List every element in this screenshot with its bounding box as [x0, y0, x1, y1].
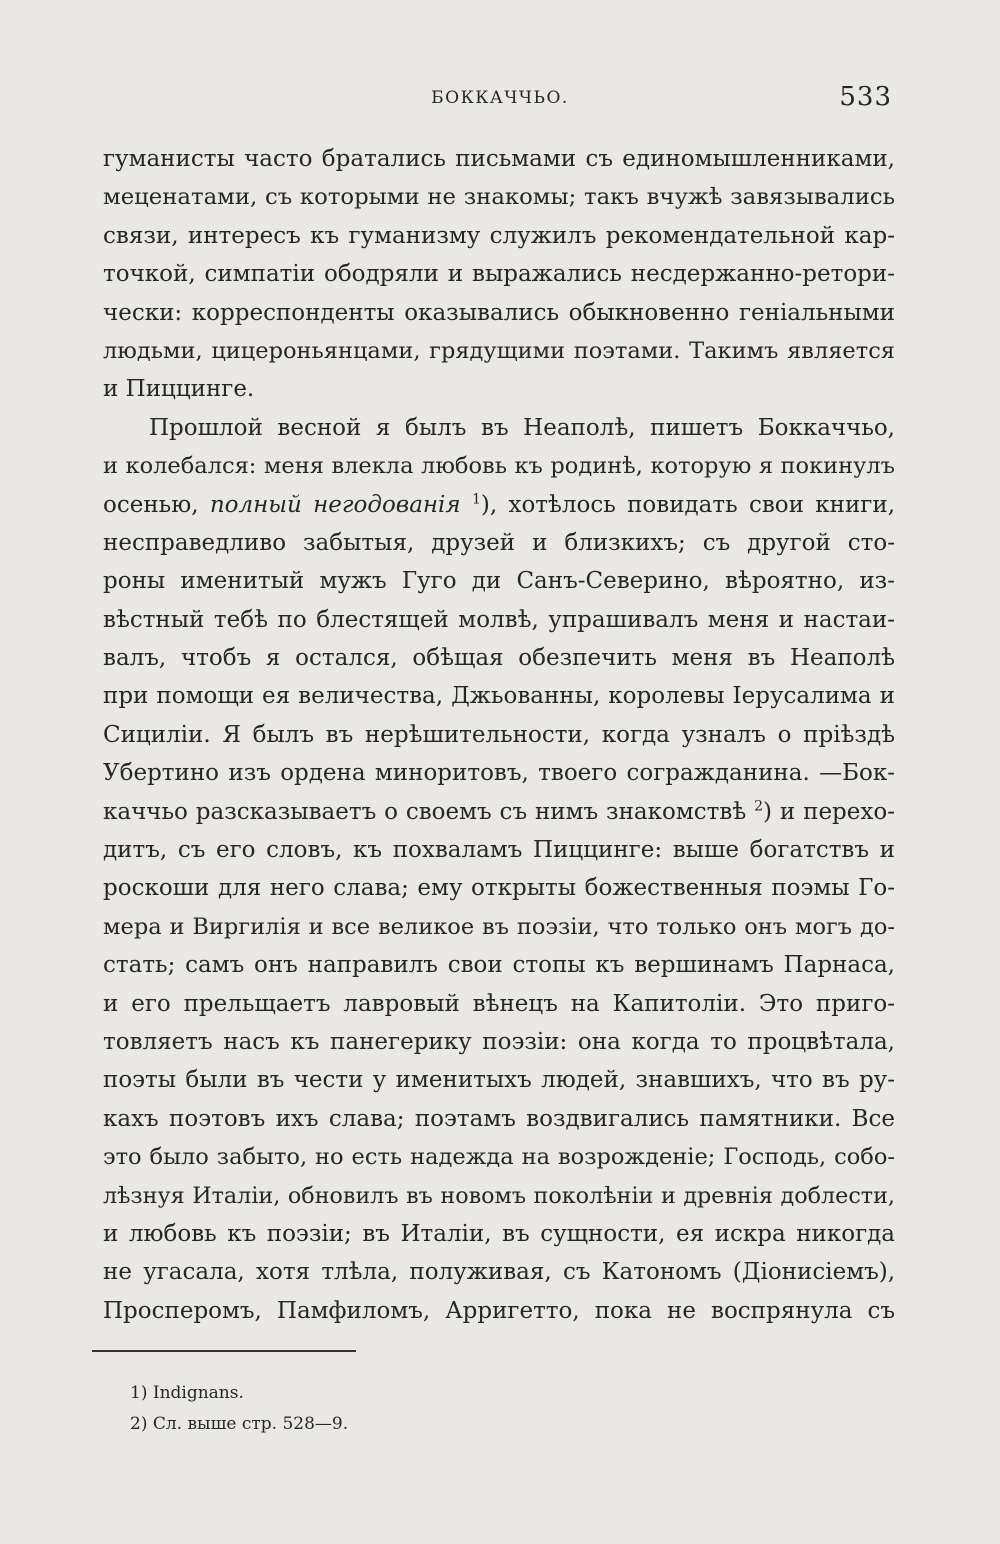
text-line: чески: корреспонденты оказывались обыкновенно геніальными	[103, 299, 895, 326]
text-line: гуманисты часто братались письмами съ единомышленниками,	[103, 146, 895, 172]
text-line: не угасала, хотя тлѣла, полуживая, съ Катономъ (Діонисіемъ),	[103, 1259, 895, 1286]
text-line: стать; самъ онъ направилъ свои стопы къ вершинамъ Парнаса,	[103, 952, 895, 979]
page-number: 533	[839, 82, 892, 112]
text-line: вѣстный тебѣ по блестящей молвѣ, упрашивалъ меня и настаи-	[103, 606, 895, 633]
footnote-1: 1) Indignans.	[130, 1383, 244, 1403]
text-line: мера и Виргилія и все великое въ поэзіи, что только онъ могъ до-	[103, 913, 895, 940]
text-line: лѣзнуя Италіи, обновилъ въ новомъ поколѣніи и древнія доблести,	[103, 1182, 895, 1209]
footnotes	[130, 1378, 730, 1440]
running-title: БОККАЧЧЬО.	[431, 88, 569, 108]
text-line: товляетъ насъ къ панегерику поэзіи: она когда то процвѣтала,	[103, 1028, 895, 1055]
text-line: меценатами, съ которыми не знакомы; такъ вчужѣ завязывались	[103, 184, 895, 211]
italic-phrase: полный негодованія	[209, 491, 461, 518]
text-line: при помощи ея величества, Джьованны, королевы Іерусалима и	[103, 683, 895, 710]
text-line: роны именитый мужъ Гуго ди Санъ-Северино, вѣроятно, из-	[103, 568, 895, 595]
body-text	[103, 140, 895, 1330]
text-line: связи, интересъ къ гуманизму служилъ рекомендательной кар-	[103, 222, 895, 249]
text-line: Прошлой весной я былъ въ Неаполѣ, пишетъ Боккаччьо,	[149, 414, 895, 441]
text-line: и его прельщаетъ лавровый вѣнецъ на Капитоліи. Это приго-	[103, 990, 895, 1017]
text-line: осенью, полный негодованія $^1$), хотѣлось повидать свои книги,	[103, 490, 895, 518]
text-line: кахъ поэтовъ ихъ слава; поэтамъ воздвигались памятники. Все	[103, 1105, 895, 1132]
footnote-marker: 1	[471, 490, 481, 507]
footnote-marker: 2	[754, 797, 764, 814]
text-line: несправедливо забытыя, друзей и близкихъ; съ другой сто-	[103, 529, 895, 556]
text-line: это было забыто, но есть надежда на возрожденіе; Господь, собо-	[103, 1144, 895, 1171]
text-line: и Пиццинге.	[103, 376, 255, 403]
text-line: дитъ, съ его словъ, къ похваламъ Пиццинге: выше богатствъ и	[103, 837, 895, 864]
text-line: поэты были въ чести у именитыхъ людей, знавшихъ, что въ ру-	[103, 1067, 895, 1094]
text-line: Убертино изъ ордена миноритовъ, твоего согражданина. —Бок-	[103, 760, 895, 787]
text-line: и любовь къ поэзіи; въ Италіи, въ сущности, ея искра никогда	[103, 1220, 895, 1247]
footnote-divider	[92, 1350, 356, 1352]
text-line: роскоши для него слава; ему открыты божественныя поэмы Го-	[103, 875, 895, 902]
text-line: и колебался: меня влекла любовь къ родинѣ, которую я покинулъ	[103, 453, 895, 480]
text-line: каччьо разсказываетъ о своемъ съ нимъ знакомствѣ $^2$) и перехо-	[103, 797, 895, 825]
footnote-2: 2) Сл. выше стр. 528—9.	[130, 1414, 349, 1434]
text-line: валъ, чтобъ я остался, обѣщая обезпечить меня въ Неаполѣ	[103, 645, 895, 672]
text-line: точкой, симпатіи ободряли и выражались несдержанно-ретори-	[103, 261, 895, 288]
text-line: Сициліи. Я былъ въ нерѣшительности, когда узналъ о пріѣздѣ	[103, 721, 895, 748]
text-line: людьми, цицероньянцами, грядущими поэтами. Такимъ является	[103, 337, 895, 364]
text-line: Просперомъ, Памфиломъ, Арригетто, пока не воспрянула съ	[103, 1297, 895, 1324]
